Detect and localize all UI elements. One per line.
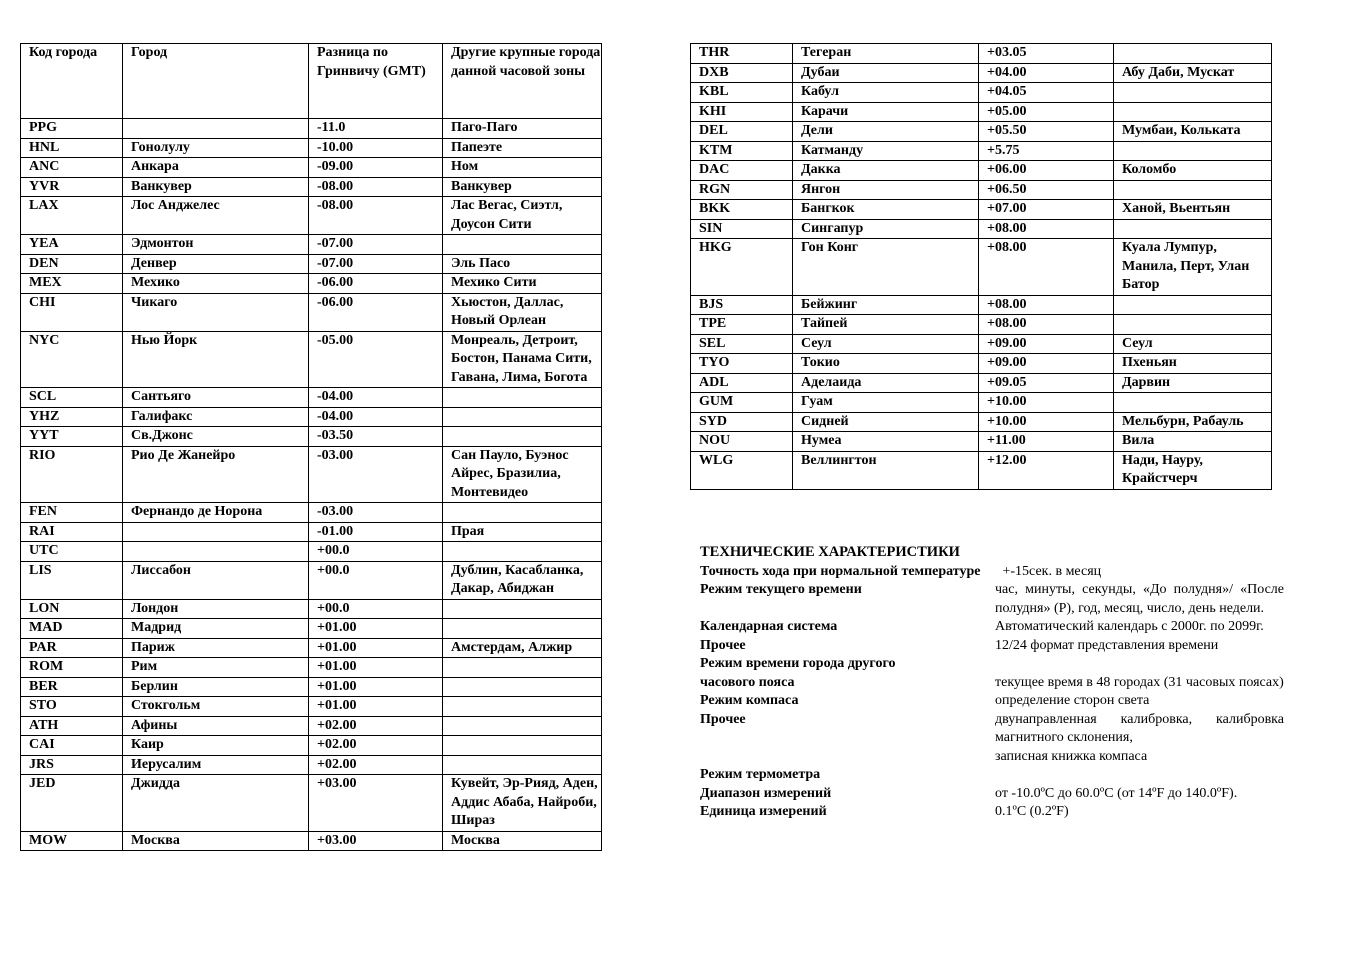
time-zone-table-right [690, 43, 1272, 490]
technical-specifications [700, 543, 1284, 822]
city-name: Дакка [793, 161, 979, 181]
table-row [21, 254, 602, 274]
other-cities: Монреаль, Детроит, Бостон, Панама Сити, Гавана, Лима, Богота [443, 331, 602, 388]
other-cities: Дублин, Касабланка, Дакар, Абиджан [443, 561, 602, 599]
gmt-offset: -06.00 [309, 274, 443, 294]
other-cities: Папеэте [443, 138, 602, 158]
table-row [21, 716, 602, 736]
gmt-offset: +01.00 [309, 697, 443, 717]
accuracy-row [700, 563, 1284, 582]
city-name: Фернандо де Норона [123, 503, 309, 523]
city-name: Гон Конг [793, 239, 979, 296]
city-code: PAR [21, 638, 123, 658]
gmt-offset: +02.00 [309, 736, 443, 756]
gmt-offset: +01.00 [309, 658, 443, 678]
city-code: PPG [21, 119, 123, 139]
other-cities [1114, 83, 1272, 103]
table-row [21, 658, 602, 678]
gmt-offset: -08.00 [309, 177, 443, 197]
other-cities: Сеул [1114, 334, 1272, 354]
other-cities: Сан Пауло, Буэнос Айрес, Бразилиа, Монтевидео [443, 446, 602, 503]
other-cities: Москва [443, 831, 602, 851]
city-name: Бейжинг [793, 295, 979, 315]
table-row [21, 407, 602, 427]
city-code: UTC [21, 542, 123, 562]
city-name: Каир [123, 736, 309, 756]
city-name [123, 522, 309, 542]
spec-row [700, 655, 1284, 674]
city-code: DXB [691, 63, 793, 83]
table-row [21, 427, 602, 447]
spec-value: текущее время в 48 городах (31 часовых поясах) [995, 674, 1284, 690]
gmt-offset: +08.00 [979, 315, 1114, 335]
spec-label: Режим компаса [700, 693, 799, 708]
city-name: Тайпей [793, 315, 979, 335]
city-code: ANC [21, 158, 123, 178]
spec-label: Прочее [700, 637, 746, 653]
other-cities: Кувейт, Эр-Рияд, Аден, Аддис Абаба, Найроби, Шираз [443, 775, 602, 832]
city-name: Янгон [793, 180, 979, 200]
city-code: JRS [21, 755, 123, 775]
city-code: NOU [691, 432, 793, 452]
city-name: Мадрид [123, 619, 309, 639]
table-row [691, 180, 1272, 200]
other-cities [443, 427, 602, 447]
city-name: Дубаи [793, 63, 979, 83]
other-cities [443, 388, 602, 408]
other-cities: Хьюстон, Даллас, Новый Орлеан [443, 293, 602, 331]
city-name: Нумеа [793, 432, 979, 452]
gmt-offset: +01.00 [309, 677, 443, 697]
spec-label [700, 748, 995, 767]
other-cities: Абу Даби, Мускат [1114, 63, 1272, 83]
gmt-offset: +01.00 [309, 619, 443, 639]
accuracy-value: +-15сек. в месяц [1002, 563, 1102, 579]
city-code: DAC [691, 161, 793, 181]
city-name: Веллингтон [793, 451, 979, 489]
city-code: SIN [691, 219, 793, 239]
table-row [691, 63, 1272, 83]
gmt-offset: +02.00 [309, 716, 443, 736]
spec-value: определение сторон света [995, 693, 1150, 708]
gmt-offset: +02.00 [309, 755, 443, 775]
other-cities: Ванкувер [443, 177, 602, 197]
gmt-offset: +04.05 [979, 83, 1114, 103]
table-row [21, 599, 602, 619]
other-cities [1114, 295, 1272, 315]
city-name: Париж [123, 638, 309, 658]
city-name: Гуам [793, 393, 979, 413]
city-code: YYT [21, 427, 123, 447]
city-name: Стокгольм [123, 697, 309, 717]
other-cities [443, 716, 602, 736]
city-name: Галифакс [123, 407, 309, 427]
city-code: ATH [21, 716, 123, 736]
specs-title: ТЕХНИЧЕСКИЕ ХАРАКТЕРИСТИКИ [700, 544, 960, 560]
table-row [21, 177, 602, 197]
city-name: Москва [123, 831, 309, 851]
city-code: SYD [691, 412, 793, 432]
other-cities [443, 619, 602, 639]
city-name: Денвер [123, 254, 309, 274]
city-code: HNL [21, 138, 123, 158]
gmt-offset: -03.50 [309, 427, 443, 447]
spec-label: Режим времени города другого [700, 656, 896, 671]
other-cities [1114, 141, 1272, 161]
spec-label: часового пояса [700, 674, 795, 690]
other-cities [1114, 219, 1272, 239]
city-code: CAI [21, 736, 123, 756]
spec-value: час, минуты, секунды, «До полудня»/ «После полудня» (Р), год, месяц, число, день недели. [995, 582, 1284, 616]
spec-value: Автоматический календарь с 2000г. по 2099г. [995, 619, 1264, 634]
gmt-offset: -07.00 [309, 235, 443, 255]
city-code: LAX [21, 197, 123, 235]
gmt-offset: +00.0 [309, 542, 443, 562]
gmt-offset: +08.00 [979, 239, 1114, 296]
table-row [691, 122, 1272, 142]
other-cities: Паго-Паго [443, 119, 602, 139]
city-name: Берлин [123, 677, 309, 697]
city-code: ADL [691, 373, 793, 393]
table-row [21, 677, 602, 697]
city-code: JED [21, 775, 123, 832]
table-row [21, 736, 602, 756]
table-row [21, 446, 602, 503]
other-cities [443, 755, 602, 775]
spec-value: 12/24 формат представления времени [995, 637, 1219, 653]
gmt-offset: -08.00 [309, 197, 443, 235]
gmt-offset: +09.00 [979, 334, 1114, 354]
city-code: MEX [21, 274, 123, 294]
city-code: TPE [691, 315, 793, 335]
table-row [21, 522, 602, 542]
table-row [691, 200, 1272, 220]
gmt-offset: +06.00 [979, 161, 1114, 181]
gmt-offset: +09.00 [979, 354, 1114, 374]
gmt-offset: +10.00 [979, 412, 1114, 432]
other-cities [443, 736, 602, 756]
city-name: Бангкок [793, 200, 979, 220]
gmt-offset: +12.00 [979, 451, 1114, 489]
spec-row [700, 581, 1284, 618]
gmt-offset: -11.0 [309, 119, 443, 139]
spec-value: записная книжка компаса [995, 748, 1148, 764]
gmt-offset: -04.00 [309, 388, 443, 408]
table-row [21, 331, 602, 388]
gmt-offset: +06.50 [979, 180, 1114, 200]
other-cities: Амстердам, Алжир [443, 638, 602, 658]
city-code: MOW [21, 831, 123, 851]
gmt-offset: -03.00 [309, 446, 443, 503]
other-cities: Прая [443, 522, 602, 542]
city-name [123, 119, 309, 139]
table-row [21, 158, 602, 178]
table-row [691, 432, 1272, 452]
other-cities [443, 599, 602, 619]
spec-value [995, 655, 1284, 674]
other-cities [1114, 393, 1272, 413]
city-code: LON [21, 599, 123, 619]
city-code: YEA [21, 235, 123, 255]
header-gmt-offset: Разница по Гринвичу (GMT) [309, 44, 443, 119]
table-row [691, 315, 1272, 335]
city-name: Анкара [123, 158, 309, 178]
city-code: GUM [691, 393, 793, 413]
city-name: Эдмонтон [123, 235, 309, 255]
spec-value: от -10.0ºC до 60.0ºC (от 14ºF до 140.0ºF). [995, 785, 1238, 801]
spec-label: Календарная система [700, 619, 838, 634]
city-code: KHI [691, 102, 793, 122]
spec-row [700, 618, 1284, 637]
city-code: WLG [691, 451, 793, 489]
city-name: Лондон [123, 599, 309, 619]
spec-row [700, 674, 1284, 693]
city-name: Иерусалим [123, 755, 309, 775]
city-name: Аделаида [793, 373, 979, 393]
gmt-offset: +09.05 [979, 373, 1114, 393]
spec-row [700, 785, 1284, 804]
city-name: Дели [793, 122, 979, 142]
gmt-offset: -05.00 [309, 331, 443, 388]
table-row [21, 697, 602, 717]
spec-row [700, 711, 1284, 748]
other-cities [443, 677, 602, 697]
other-cities [443, 407, 602, 427]
gmt-offset: -01.00 [309, 522, 443, 542]
table-row [21, 619, 602, 639]
city-code: DEN [21, 254, 123, 274]
city-code: RAI [21, 522, 123, 542]
table-row [691, 295, 1272, 315]
table-row [21, 235, 602, 255]
gmt-offset: -07.00 [309, 254, 443, 274]
spec-label: Режим текущего времени [700, 582, 862, 597]
table-row [21, 293, 602, 331]
gmt-offset: +03.05 [979, 44, 1114, 64]
table-row [21, 638, 602, 658]
table-row [21, 138, 602, 158]
table-row [691, 354, 1272, 374]
other-cities: Пхеньян [1114, 354, 1272, 374]
spec-label: Режим термометра [700, 767, 821, 782]
gmt-offset: -09.00 [309, 158, 443, 178]
gmt-offset: +08.00 [979, 219, 1114, 239]
gmt-offset: +04.00 [979, 63, 1114, 83]
spec-label: Прочее [700, 711, 746, 727]
city-code: RIO [21, 446, 123, 503]
city-code: BKK [691, 200, 793, 220]
table-header-row [21, 44, 602, 119]
other-cities: Ном [443, 158, 602, 178]
city-name: Афины [123, 716, 309, 736]
gmt-offset: +03.00 [309, 775, 443, 832]
other-cities: Мельбурн, Рабауль [1114, 412, 1272, 432]
other-cities: Вила [1114, 432, 1272, 452]
city-name: Св.Джонс [123, 427, 309, 447]
gmt-offset: +00.0 [309, 561, 443, 599]
spec-row [700, 637, 1284, 656]
table-row [21, 388, 602, 408]
other-cities [1114, 180, 1272, 200]
city-name: Ванкувер [123, 177, 309, 197]
table-row [21, 775, 602, 832]
city-code: MAD [21, 619, 123, 639]
other-cities: Ханой, Вьентьян [1114, 200, 1272, 220]
gmt-offset: +03.00 [309, 831, 443, 851]
city-name: Сидней [793, 412, 979, 432]
city-code: YHZ [21, 407, 123, 427]
gmt-offset: +05.50 [979, 122, 1114, 142]
gmt-offset: +01.00 [309, 638, 443, 658]
table-row [21, 755, 602, 775]
gmt-offset: +08.00 [979, 295, 1114, 315]
table-row [691, 373, 1272, 393]
city-name: Рим [123, 658, 309, 678]
gmt-offset: -10.00 [309, 138, 443, 158]
city-code: HKG [691, 239, 793, 296]
table-row [691, 141, 1272, 161]
gmt-offset: -04.00 [309, 407, 443, 427]
city-code: STO [21, 697, 123, 717]
city-code: BER [21, 677, 123, 697]
other-cities [443, 542, 602, 562]
city-name: Сантьяго [123, 388, 309, 408]
city-name: Чикаго [123, 293, 309, 331]
other-cities [1114, 315, 1272, 335]
gmt-offset: +00.0 [309, 599, 443, 619]
accuracy-label: Точность хода при нормальной температуре [700, 563, 981, 579]
spec-value: двунаправленная калибровка, калибровка магнитного склонения, [995, 711, 1284, 745]
other-cities [443, 697, 602, 717]
time-zone-table-left [20, 43, 602, 851]
other-cities: Мехико Сити [443, 274, 602, 294]
table-row [691, 44, 1272, 64]
table-row [21, 542, 602, 562]
table-row [691, 219, 1272, 239]
city-code: DEL [691, 122, 793, 142]
city-code: LIS [21, 561, 123, 599]
table-row [691, 451, 1272, 489]
header-city: Город [123, 44, 309, 119]
city-code: FEN [21, 503, 123, 523]
gmt-offset: -03.00 [309, 503, 443, 523]
city-code: SCL [21, 388, 123, 408]
table-row [21, 831, 602, 851]
other-cities [1114, 102, 1272, 122]
gmt-offset: +10.00 [979, 393, 1114, 413]
other-cities: Куала Лумпур, Манила, Перт, Улан Батор [1114, 239, 1272, 296]
city-code: CHI [21, 293, 123, 331]
table-row [691, 102, 1272, 122]
spec-value [995, 766, 1284, 785]
gmt-offset: +5.75 [979, 141, 1114, 161]
other-cities [1114, 44, 1272, 64]
city-code: KBL [691, 83, 793, 103]
other-cities: Эль Пасо [443, 254, 602, 274]
table-row [21, 561, 602, 599]
city-name: Нью Йорк [123, 331, 309, 388]
other-cities [443, 503, 602, 523]
other-cities: Дарвин [1114, 373, 1272, 393]
city-name: Токио [793, 354, 979, 374]
city-code: YVR [21, 177, 123, 197]
city-code: TYO [691, 354, 793, 374]
spec-row [700, 766, 1284, 785]
table-row [21, 197, 602, 235]
other-cities: Нади, Науру, Крайстчерч [1114, 451, 1272, 489]
table-row [21, 119, 602, 139]
city-code: SEL [691, 334, 793, 354]
city-name: Рио Де Жанейро [123, 446, 309, 503]
spec-label: Единица измерений [700, 804, 827, 819]
table-row [691, 239, 1272, 296]
table-row [691, 83, 1272, 103]
other-cities: Мумбаи, Кольката [1114, 122, 1272, 142]
table-row [691, 334, 1272, 354]
city-code: NYC [21, 331, 123, 388]
city-code: ROM [21, 658, 123, 678]
city-code: RGN [691, 180, 793, 200]
city-name: Сеул [793, 334, 979, 354]
other-cities [443, 658, 602, 678]
spec-row [700, 803, 1284, 822]
city-name [123, 542, 309, 562]
spec-row [700, 692, 1284, 711]
other-cities: Коломбо [1114, 161, 1272, 181]
gmt-offset: +05.00 [979, 102, 1114, 122]
header-city-code: Код города [21, 44, 123, 119]
table-row [691, 393, 1272, 413]
header-other-cities: Другие крупные города данной часовой зоны [443, 44, 602, 119]
city-name: Сингапур [793, 219, 979, 239]
city-code: KTM [691, 141, 793, 161]
table-row [21, 503, 602, 523]
table-row [691, 161, 1272, 181]
spec-label: Диапазон измерений [700, 785, 832, 801]
gmt-offset: +07.00 [979, 200, 1114, 220]
city-name: Гонолулу [123, 138, 309, 158]
other-cities [443, 235, 602, 255]
spec-value: 0.1ºC (0.2ºF) [995, 804, 1069, 819]
city-name: Карачи [793, 102, 979, 122]
city-name: Лос Анджелес [123, 197, 309, 235]
gmt-offset: +11.00 [979, 432, 1114, 452]
city-name: Мехико [123, 274, 309, 294]
city-name: Тегеран [793, 44, 979, 64]
spec-row [700, 748, 1284, 767]
city-name: Джидда [123, 775, 309, 832]
city-name: Катманду [793, 141, 979, 161]
gmt-offset: -06.00 [309, 293, 443, 331]
table-row [691, 412, 1272, 432]
other-cities: Лас Вегас, Сиэтл, Доусон Сити [443, 197, 602, 235]
city-code: THR [691, 44, 793, 64]
table-row [21, 274, 602, 294]
city-name: Лиссабон [123, 561, 309, 599]
city-name: Кабул [793, 83, 979, 103]
city-code: BJS [691, 295, 793, 315]
